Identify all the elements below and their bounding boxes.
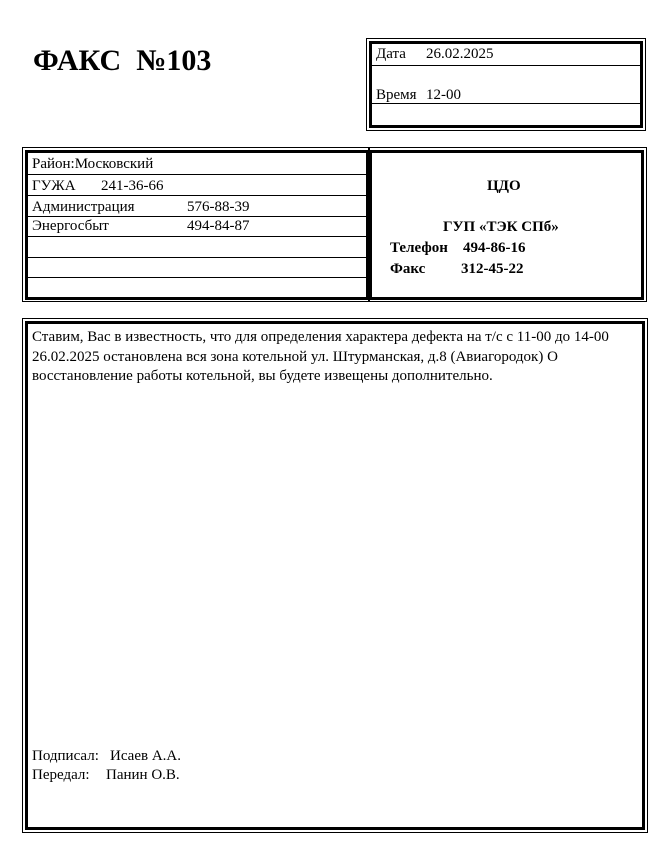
contacts-row-divider xyxy=(28,236,366,237)
recipient-phone-label: Телефон xyxy=(390,240,448,256)
contact-name: Энергосбыт xyxy=(32,218,109,234)
recipient-department: ЦДО xyxy=(487,178,521,194)
contact-name: Администрация xyxy=(32,199,135,215)
message-body: Ставим, Вас в известность, что для определения характера дефекта на т/с с 11-00 до 14-00 26.02.2025 остановлена вся зона котельной ул. Штурманская, д.8 (Авиагородок) О восстановление работы котельной, вы будете извещены дополнительно. xyxy=(32,329,609,384)
contacts-row-divider xyxy=(28,277,366,278)
sent-label: Передал: xyxy=(32,767,90,783)
signed-label: Подписал: xyxy=(32,748,99,764)
date-value: 26.02.2025 xyxy=(426,46,494,62)
signed-name: Исаев А.А. xyxy=(110,748,181,764)
fax-title: ФАКС №103 xyxy=(33,44,212,77)
contacts-row-divider xyxy=(28,195,366,196)
date-label: Дата xyxy=(376,46,406,62)
recipient-fax-label: Факс xyxy=(390,261,426,277)
recipient-fax-value: 312-45-22 xyxy=(461,261,524,277)
contact-phone: 494-84-87 xyxy=(187,218,250,234)
contacts-row-divider xyxy=(28,174,366,175)
contacts-row-divider xyxy=(28,257,366,258)
contact-phone: 241-36-66 xyxy=(101,178,164,194)
datetime-divider xyxy=(372,65,640,66)
recipient-organization: ГУП «ТЭК СПб» xyxy=(443,219,559,235)
contacts-row-divider xyxy=(28,216,366,217)
contact-name: ГУЖА xyxy=(32,178,76,194)
contact-phone: 576-88-39 xyxy=(187,199,250,215)
time-label: Время xyxy=(376,87,417,103)
time-value: 12-00 xyxy=(426,87,461,103)
district-label: Район:Московский xyxy=(32,156,154,172)
datetime-box-inner xyxy=(369,41,643,128)
recipient-phone-value: 494-86-16 xyxy=(463,240,526,256)
sent-name: Панин О.В. xyxy=(106,767,180,783)
